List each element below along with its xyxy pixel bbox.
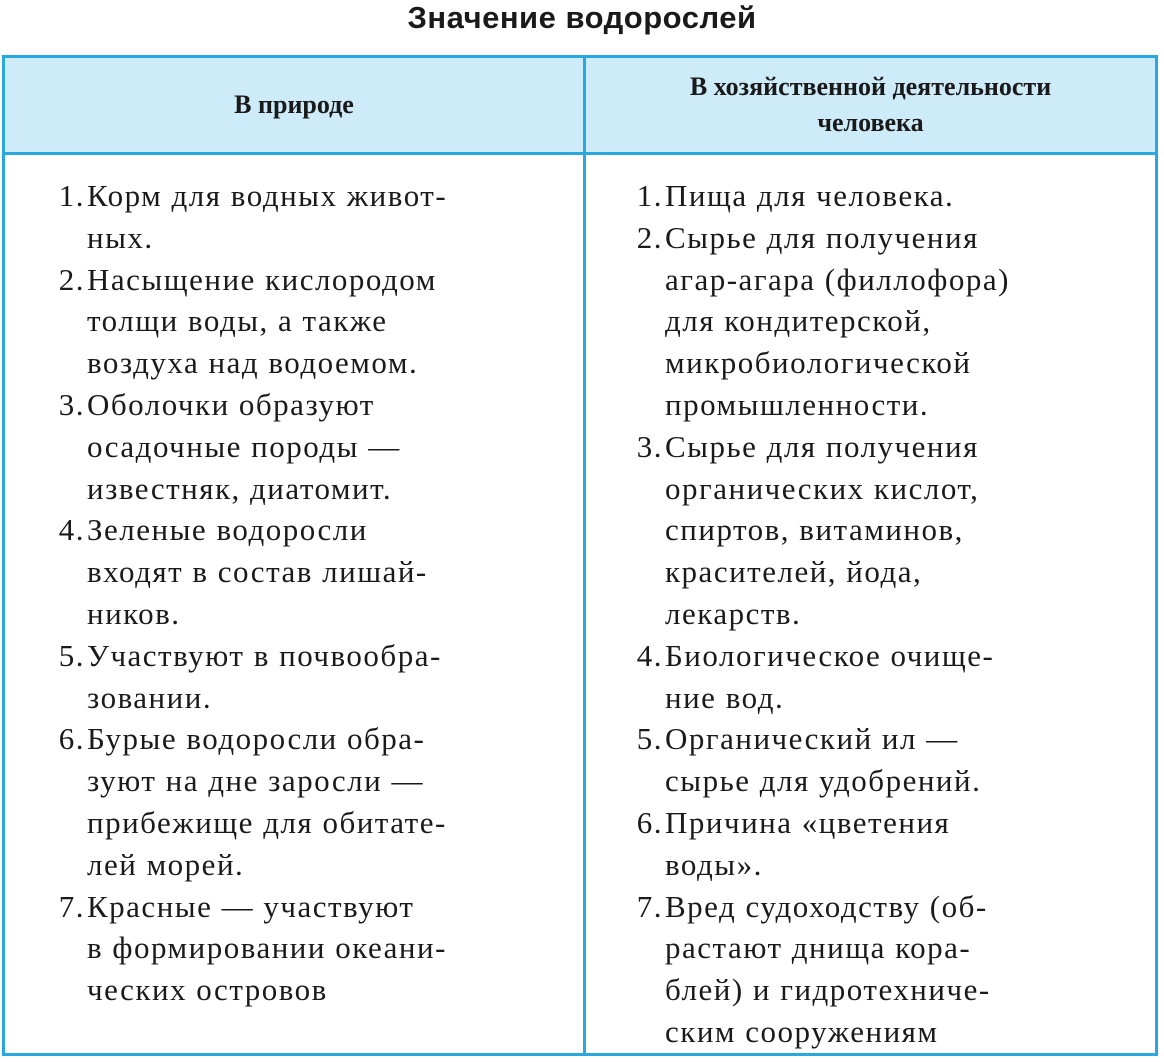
item-text-line: зовании. (87, 679, 213, 715)
item-text-line: Органический ил — (665, 721, 959, 757)
economy-item (617, 175, 1147, 217)
item-text-line: ским сооружениям (665, 1013, 939, 1049)
item-text (665, 426, 1147, 635)
item-text-line: ческих островов (87, 972, 328, 1008)
item-text-line: Бурые водоросли обра- (87, 721, 426, 757)
economy-item (617, 426, 1147, 635)
header-economy-line1: В хозяйственной деятельности (689, 72, 1052, 101)
item-text-line: красителей, йода, (665, 554, 923, 590)
nature-item (39, 509, 569, 634)
economy-item (617, 802, 1147, 886)
column-divider (583, 58, 586, 1053)
item-text-line: Корм для водных живот- (87, 178, 448, 213)
item-text-line: Вред судоходству (об- (665, 888, 988, 924)
item-number: 4. (636, 637, 663, 673)
item-text-line: для кондитерской, (665, 303, 932, 339)
nature-item (39, 259, 569, 384)
nature-list (39, 175, 569, 1011)
item-text (665, 718, 1147, 802)
item-number: 3. (58, 386, 85, 422)
item-text-line: входят в состав лишай- (87, 554, 428, 590)
item-text-line: сырье для удобрений. (665, 763, 982, 799)
item-text (87, 509, 569, 634)
header-economy-line2: человека (817, 108, 924, 137)
item-text (87, 718, 569, 885)
table-header (5, 58, 1155, 155)
item-number: 2. (58, 261, 85, 297)
item-text-line: лекарств. (665, 595, 802, 631)
item-text-line: ние вод. (665, 679, 785, 715)
item-text (87, 886, 569, 1011)
item-text-line: воздуха над водоемом. (87, 345, 419, 381)
item-number: 4. (58, 512, 85, 548)
item-number: 1. (58, 178, 85, 213)
item-text (87, 259, 569, 384)
nature-item (39, 384, 569, 509)
item-text-line: блей) и гидротехниче- (665, 972, 991, 1008)
item-text (87, 635, 569, 719)
nature-item (39, 718, 569, 885)
item-text (665, 217, 1147, 426)
economy-item (617, 217, 1147, 426)
item-text-line: растают днища кора- (665, 930, 972, 966)
item-text-line: известняк, диатомит. (87, 470, 393, 506)
nature-item (39, 886, 569, 1011)
algae-significance-table (2, 55, 1158, 1056)
item-text-line: воды». (665, 846, 763, 882)
item-text (87, 175, 569, 259)
item-text-line: прибежище для обитате- (87, 804, 447, 840)
item-text-line: в формировании океани- (87, 930, 447, 966)
item-text-line: лей морей. (87, 846, 245, 882)
header-economy (586, 58, 1155, 152)
item-text-line: толщи воды, а также (87, 303, 388, 339)
economy-item (617, 718, 1147, 802)
nature-item (39, 175, 569, 259)
item-text-line: Зеленые водоросли (87, 512, 368, 548)
item-text-line: Красные — участвуют (87, 888, 415, 924)
economy-item (617, 886, 1147, 1053)
item-number: 6. (636, 804, 663, 840)
item-text-line: микробиологической (665, 345, 972, 381)
item-text-line: осадочные породы — (87, 428, 401, 464)
item-text-line: Пища для человека. (665, 178, 955, 213)
item-text-line: Насыщение кислородом (87, 261, 437, 297)
item-text-line: Участвуют в почвообра- (87, 637, 442, 673)
page-title: Значение водорослей (407, 0, 757, 35)
item-number: 2. (636, 219, 663, 255)
item-text-line: спиртов, витаминов, (665, 512, 964, 548)
item-text (87, 384, 569, 509)
item-text (665, 635, 1147, 719)
item-number: 5. (58, 637, 85, 673)
item-text-line: агар-агара (филлофора) (665, 261, 1010, 297)
item-text-line: промышленности. (665, 386, 930, 422)
item-text-line: зуют на дне заросли — (87, 763, 424, 799)
item-text-line: органических кислот, (665, 470, 980, 506)
item-number: 3. (636, 428, 663, 464)
item-text-line: ников. (87, 595, 181, 631)
item-text-line: Биологическое очище- (665, 637, 995, 673)
item-number: 6. (58, 721, 85, 757)
economy-item (617, 635, 1147, 719)
item-text (665, 886, 1147, 1053)
item-number: 5. (636, 721, 663, 757)
item-text (665, 802, 1147, 886)
item-text-line: Сырье для получения (665, 428, 979, 464)
item-text-line: Причина «цветения (665, 804, 951, 840)
nature-item (39, 635, 569, 719)
item-text-line: ных. (87, 219, 154, 255)
item-text (665, 175, 1147, 217)
item-number: 1. (636, 178, 663, 213)
item-text-line: Сырье для получения (665, 219, 979, 255)
header-nature: В природе (234, 90, 354, 119)
item-number: 7. (58, 888, 85, 924)
economy-list (617, 175, 1147, 1053)
item-number: 7. (636, 888, 663, 924)
item-text-line: Оболочки образуют (87, 386, 375, 422)
